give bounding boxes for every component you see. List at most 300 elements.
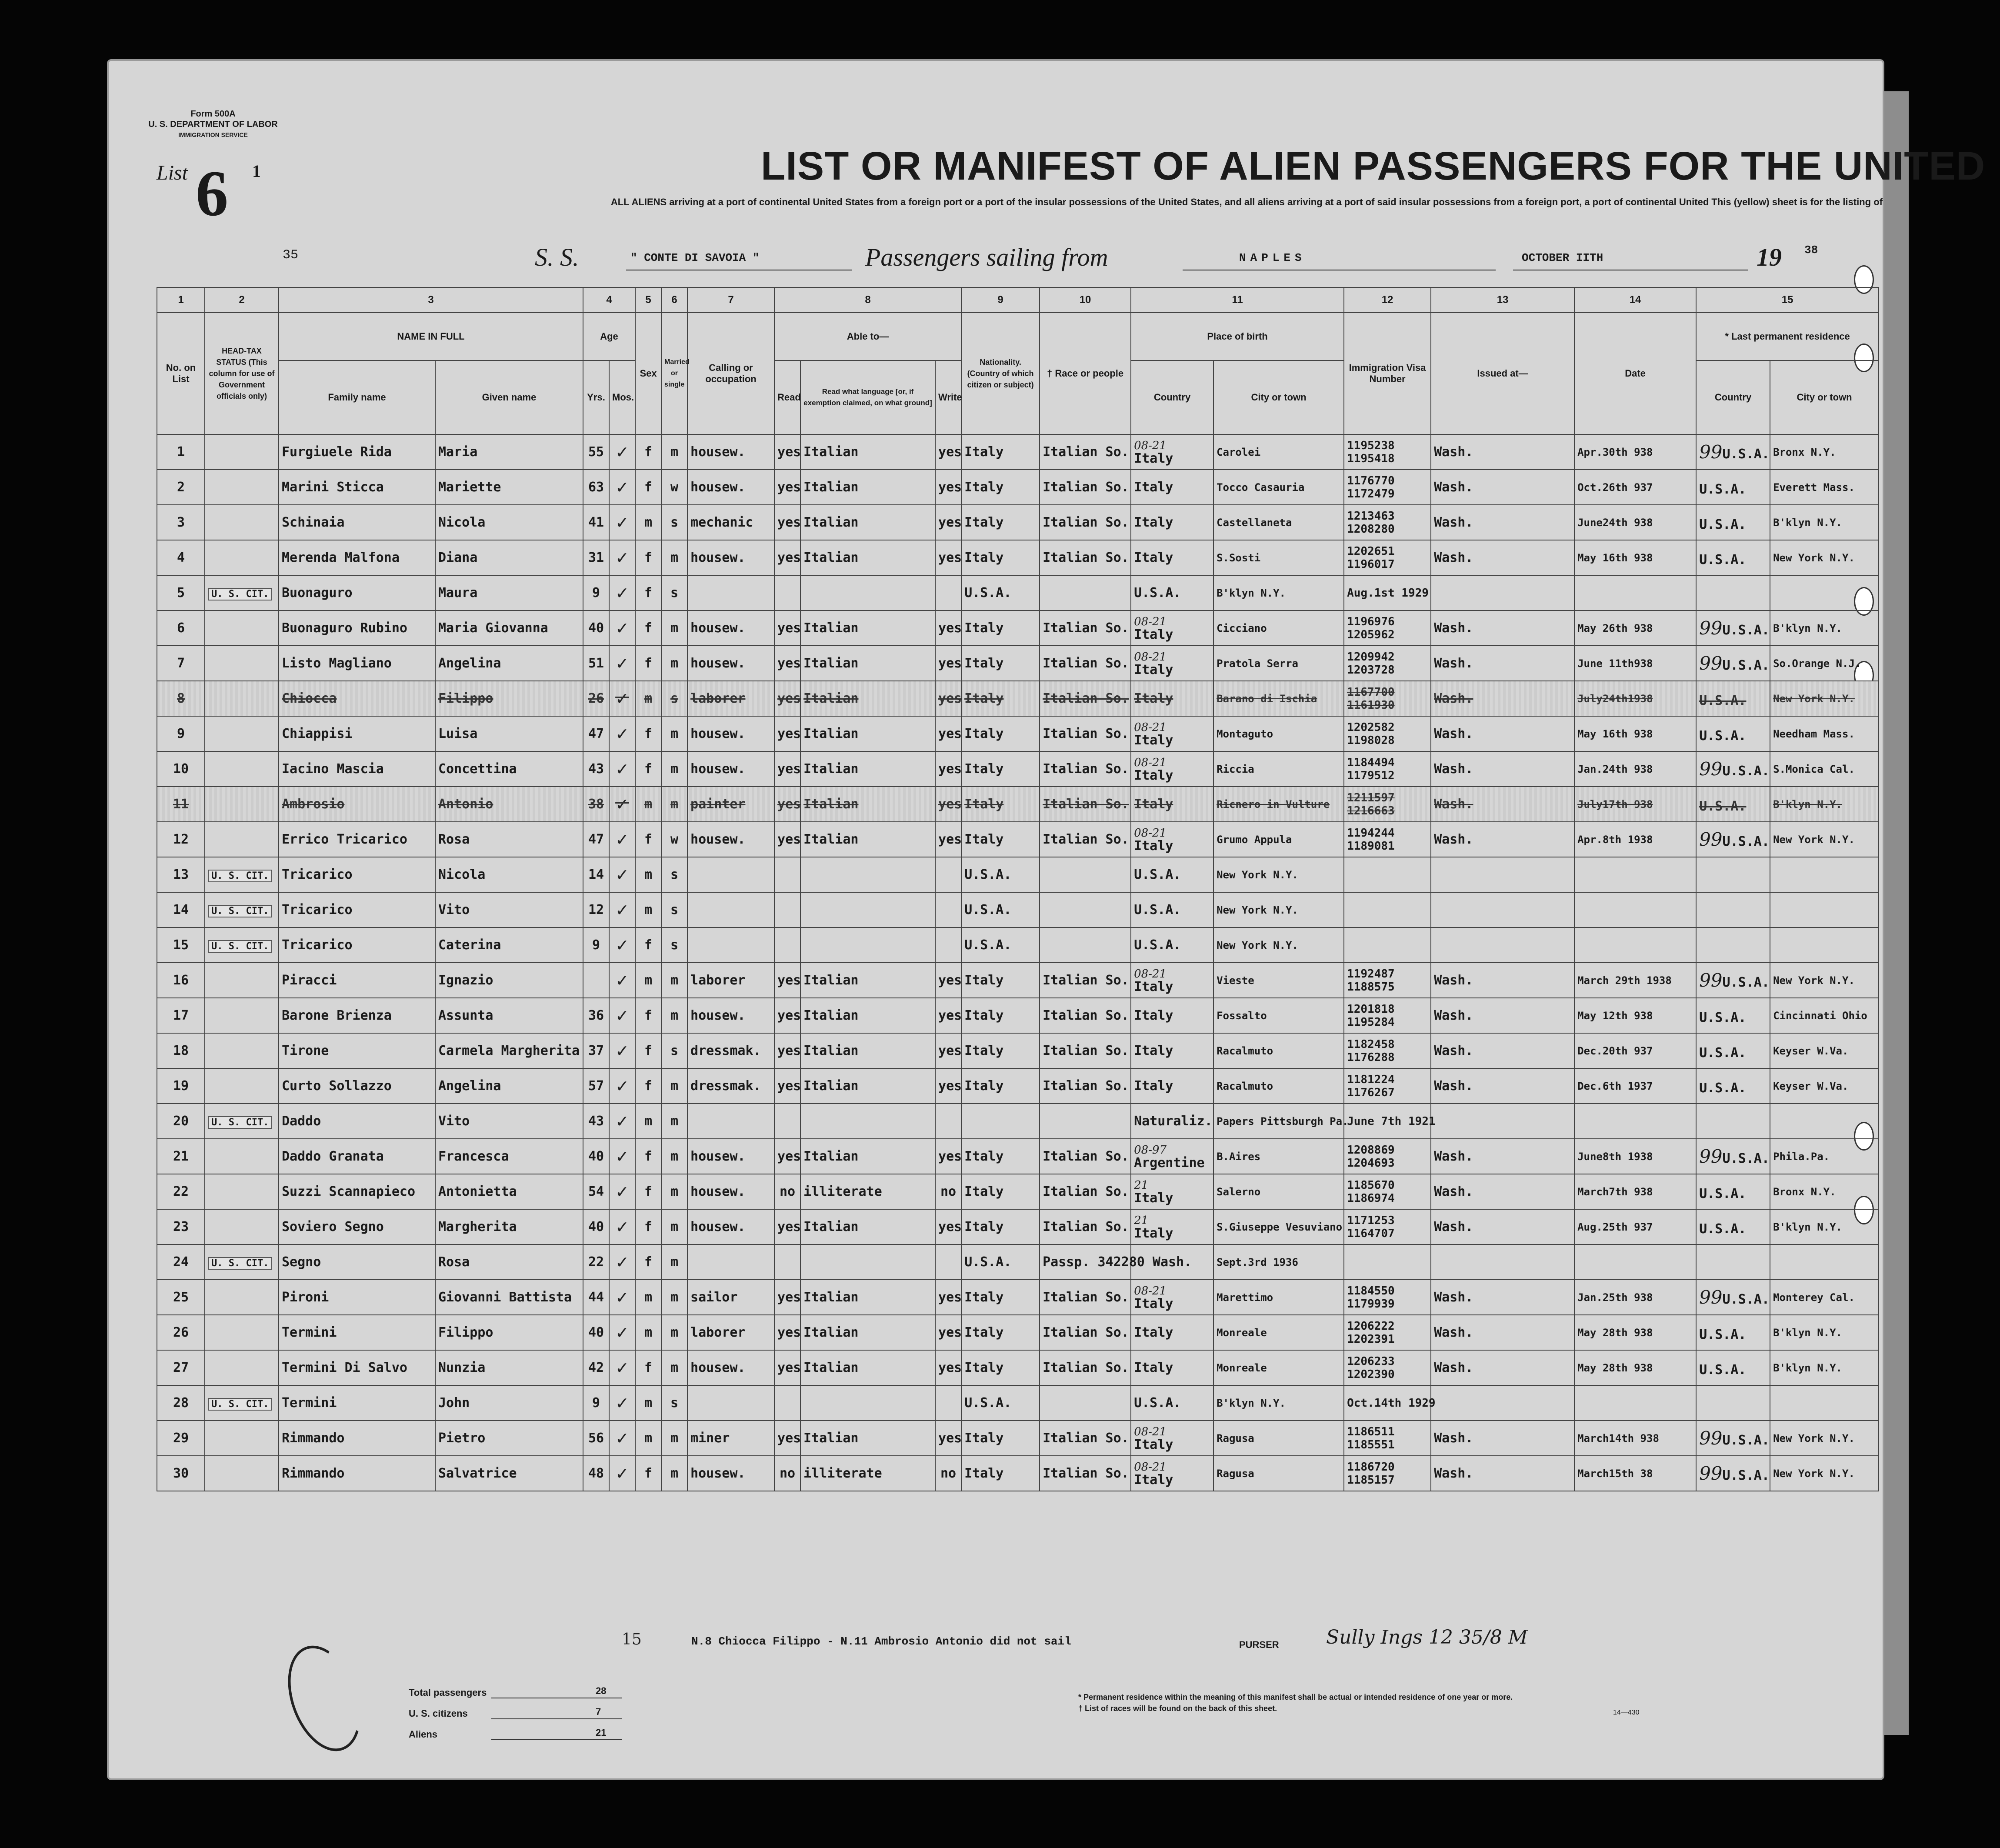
cell-ms: m xyxy=(661,998,687,1033)
cell-ms: m xyxy=(661,1104,687,1139)
visa-number: 1184494 xyxy=(1347,756,1395,769)
cell-bcity: New York N.Y. xyxy=(1213,927,1344,963)
cell-mos xyxy=(609,787,635,822)
cell-visa xyxy=(1344,1174,1431,1209)
cell-issued: Wash. xyxy=(1431,434,1574,470)
cell-bcity: Ragusa xyxy=(1213,1456,1344,1491)
cell-visa xyxy=(1344,470,1431,505)
cell-bcity: Racalmuto xyxy=(1213,1068,1344,1104)
cell-lang: Italian xyxy=(800,540,935,575)
cell-issued: Wash. xyxy=(1431,1033,1574,1068)
cell-read xyxy=(774,1244,800,1280)
check-mark-icon: ✓ xyxy=(615,1252,629,1272)
cell-no: 10 xyxy=(157,751,205,787)
cell-issued: Wash. xyxy=(1431,963,1574,998)
cell-vdate: June 11th938 xyxy=(1574,646,1696,681)
cell-mos xyxy=(609,998,635,1033)
cell-bcountry xyxy=(1131,681,1213,716)
check-mark-icon: ✓ xyxy=(615,1217,629,1237)
birth-country: Italy xyxy=(1134,1324,1173,1340)
cell-vdate xyxy=(1574,927,1696,963)
sheet-edge xyxy=(1883,91,1909,1735)
visa-number: 1208869 xyxy=(1347,1143,1395,1157)
cell-ms: s xyxy=(661,857,687,892)
cell-vdate xyxy=(1574,1385,1696,1421)
cell-vdate: Dec.20th 937 xyxy=(1574,1033,1696,1068)
cell-age: 47 xyxy=(583,716,609,751)
residence-country: U.S.A. xyxy=(1699,693,1747,708)
visa-number: Aug.1st 1929 xyxy=(1347,586,1429,600)
handwritten-code: 99 xyxy=(1699,617,1723,639)
cell-tax xyxy=(205,1421,279,1456)
check-mark-icon: ✓ xyxy=(615,1288,629,1307)
cell-occ: housew. xyxy=(687,646,774,681)
birth-country: Italy xyxy=(1134,1225,1173,1241)
cell-read: yes xyxy=(774,1033,800,1068)
cell-tax xyxy=(205,998,279,1033)
did-not-sail-note: N.8 Chiocca Filippo - N.11 Ambrosio Antonio did not sail xyxy=(691,1635,1071,1648)
cell-rcity: Bronx N.Y. xyxy=(1770,434,1879,470)
cell-nat: Italy xyxy=(961,1209,1040,1244)
cell-sex: f xyxy=(635,646,661,681)
cell-no: 6 xyxy=(157,610,205,646)
cell-age: 43 xyxy=(583,1104,609,1139)
birth-country: U.S.A. xyxy=(1134,902,1181,917)
passenger-row xyxy=(157,1104,1879,1139)
cell-issued: Wash. xyxy=(1431,1350,1574,1385)
header-age: Age xyxy=(583,313,635,360)
cell-nat: Italy xyxy=(961,1421,1040,1456)
cell-age: 14 xyxy=(583,857,609,892)
cell-given: Pietro xyxy=(435,1421,583,1456)
cell-occ: housew. xyxy=(687,1456,774,1491)
cell-family: Chiappisi xyxy=(279,716,435,751)
aliens-value: 21 xyxy=(596,1727,607,1738)
cell-family: Marini Sticca xyxy=(279,470,435,505)
cell-read: yes xyxy=(774,434,800,470)
cell-bcity: Marettimo xyxy=(1213,1280,1344,1315)
handwritten-annotation: 21 xyxy=(1134,1214,1149,1227)
cell-bcity: Riccia xyxy=(1213,751,1344,787)
cell-visa xyxy=(1344,751,1431,787)
cell-write: no xyxy=(935,1456,961,1491)
birth-country: Italy xyxy=(1134,479,1173,495)
visa-number-secondary: 1195284 xyxy=(1347,1015,1395,1029)
cell-visa xyxy=(1344,1315,1431,1350)
cell-mos xyxy=(609,1104,635,1139)
cell-no: 8 xyxy=(157,681,205,716)
header-birth-city: City or town xyxy=(1213,360,1344,434)
residence-country: U.S.A. xyxy=(1722,658,1770,673)
cell-mos xyxy=(609,716,635,751)
cell-rcity xyxy=(1770,927,1879,963)
cell-bcity: Tocco Casauria xyxy=(1213,470,1344,505)
us-citizen-stamp: U. S. CIT. xyxy=(208,870,272,882)
residence-country: U.S.A. xyxy=(1722,975,1770,990)
handwritten-circle-mark xyxy=(274,1636,374,1761)
cell-sex: f xyxy=(635,1350,661,1385)
cell-given: Rosa xyxy=(435,1244,583,1280)
cell-read: yes xyxy=(774,646,800,681)
cell-rcountry xyxy=(1696,963,1770,998)
visa-number-secondary: 1195418 xyxy=(1347,452,1395,465)
cell-bcountry xyxy=(1131,470,1213,505)
cell-given: Mariette xyxy=(435,470,583,505)
cell-race xyxy=(1040,575,1131,610)
cell-given: Rosa xyxy=(435,822,583,857)
handwritten-annotation: 08-21 xyxy=(1134,1460,1167,1474)
cell-nat: Italy xyxy=(961,1139,1040,1174)
cell-issued xyxy=(1431,1104,1574,1139)
cell-ms: m xyxy=(661,716,687,751)
cell-mos xyxy=(609,1139,635,1174)
cell-ms: m xyxy=(661,1456,687,1491)
total-passengers-value: 28 xyxy=(596,1685,607,1696)
corner-mark: 35 xyxy=(283,248,299,263)
handwritten-annotation: 08-21 xyxy=(1134,1284,1167,1298)
cell-vdate: Dec.6th 1937 xyxy=(1574,1068,1696,1104)
cell-lang: Italian xyxy=(800,1350,935,1385)
manifest-table xyxy=(157,287,1879,1491)
cell-rcity: B'klyn N.Y. xyxy=(1770,610,1879,646)
cell-race: Italian So. xyxy=(1040,646,1131,681)
cell-rcountry xyxy=(1696,998,1770,1033)
cell-nat: Italy xyxy=(961,751,1040,787)
cell-sex: m xyxy=(635,787,661,822)
check-mark-icon: ✓ xyxy=(615,654,629,673)
cell-race: Italian So. xyxy=(1040,787,1131,822)
cell-read: yes xyxy=(774,822,800,857)
cell-mos xyxy=(609,540,635,575)
cell-age: 9 xyxy=(583,1385,609,1421)
cell-nat: Italy xyxy=(961,1456,1040,1491)
cell-no: 4 xyxy=(157,540,205,575)
cell-given: Francesca xyxy=(435,1139,583,1174)
passenger-row xyxy=(157,716,1879,751)
residence-country: U.S.A. xyxy=(1722,447,1770,462)
cell-tax xyxy=(205,1350,279,1385)
cell-bcountry xyxy=(1131,1209,1213,1244)
cell-occ: sailor xyxy=(687,1280,774,1315)
handwritten-annotation: 08-21 xyxy=(1134,756,1167,769)
cell-bcountry xyxy=(1131,1033,1213,1068)
passenger-row xyxy=(157,751,1879,787)
cell-read: yes xyxy=(774,1315,800,1350)
cell-read xyxy=(774,857,800,892)
cell-lang xyxy=(800,892,935,927)
cell-vdate: May 12th 938 xyxy=(1574,998,1696,1033)
cell-race xyxy=(1040,892,1131,927)
cell-family: Chiocca xyxy=(279,681,435,716)
ss-label: S. S. xyxy=(535,243,579,271)
cell-issued: Wash. xyxy=(1431,681,1574,716)
cell-given: Ignazio xyxy=(435,963,583,998)
cell-lang: Italian xyxy=(800,1421,935,1456)
cell-ms: m xyxy=(661,646,687,681)
cell-ms: m xyxy=(661,751,687,787)
cell-family: Furgiuele Rida xyxy=(279,434,435,470)
cell-issued xyxy=(1431,857,1574,892)
passenger-row xyxy=(157,892,1879,927)
handwritten-annotation: 08-21 xyxy=(1134,967,1167,981)
cell-bcountry xyxy=(1131,1385,1213,1421)
cell-write: no xyxy=(935,1174,961,1209)
birth-country: Italy xyxy=(1134,838,1173,854)
cell-no: 29 xyxy=(157,1421,205,1456)
cell-nat: Italy xyxy=(961,1068,1040,1104)
check-mark-icon: ✓ xyxy=(615,724,629,744)
cell-bcity: B'klyn N.Y. xyxy=(1213,1385,1344,1421)
cell-vdate: Jan.25th 938 xyxy=(1574,1280,1696,1315)
cell-rcountry xyxy=(1696,1174,1770,1209)
header-write: Write xyxy=(935,360,961,434)
cell-race: Italian So. xyxy=(1040,1421,1131,1456)
us-citizen-stamp: U. S. CIT. xyxy=(208,1257,272,1270)
cell-ms: w xyxy=(661,470,687,505)
cell-rcountry xyxy=(1696,927,1770,963)
cell-vdate: March 29th 1938 xyxy=(1574,963,1696,998)
cell-write xyxy=(935,575,961,610)
cell-nat: Italy xyxy=(961,1033,1040,1068)
check-mark-icon: ✓ xyxy=(615,513,629,532)
cell-sex: f xyxy=(635,716,661,751)
us-citizen-stamp: U. S. CIT. xyxy=(208,1116,272,1129)
residence-country: U.S.A. xyxy=(1699,799,1747,814)
cell-race: Italian So. xyxy=(1040,681,1131,716)
cell-bcountry xyxy=(1131,1104,1213,1139)
cell-age: 26 xyxy=(583,681,609,716)
cell-nat: U.S.A. xyxy=(961,575,1040,610)
cell-read: yes xyxy=(774,751,800,787)
cell-read xyxy=(774,575,800,610)
cell-lang: Italian xyxy=(800,434,935,470)
handwritten-annotation: 21 xyxy=(1134,1178,1149,1192)
cell-bcity: Pratola Serra xyxy=(1213,646,1344,681)
check-mark-icon: ✓ xyxy=(615,1147,629,1166)
cell-rcity: So.Orange N.J. xyxy=(1770,646,1879,681)
passenger-row xyxy=(157,822,1879,857)
cell-age: 44 xyxy=(583,1280,609,1315)
passenger-row xyxy=(157,1139,1879,1174)
cell-mos xyxy=(609,927,635,963)
check-mark-icon: ✓ xyxy=(615,1358,629,1378)
cell-write xyxy=(935,1385,961,1421)
cell-mos xyxy=(609,434,635,470)
visa-number-secondary: 1185157 xyxy=(1347,1473,1395,1487)
cell-read xyxy=(774,1104,800,1139)
cell-bcity: New York N.Y. xyxy=(1213,857,1344,892)
cell-write: yes xyxy=(935,751,961,787)
cell-age: 47 xyxy=(583,822,609,857)
cell-bcountry xyxy=(1131,892,1213,927)
cell-issued xyxy=(1431,575,1574,610)
col-number: 10 xyxy=(1040,287,1131,313)
cell-family: Schinaia xyxy=(279,505,435,540)
cell-age: 48 xyxy=(583,1456,609,1491)
header-issued-at: Issued at— xyxy=(1431,313,1574,434)
cell-no: 7 xyxy=(157,646,205,681)
cell-occ: housew. xyxy=(687,751,774,787)
visa-number-secondary: 1176267 xyxy=(1347,1086,1395,1099)
cell-bcity: Ragusa xyxy=(1213,1421,1344,1456)
visa-number: 1171253 xyxy=(1347,1214,1395,1227)
header-yrs: Yrs. xyxy=(583,360,609,434)
form-number: Form 500A xyxy=(190,109,236,119)
manifest-sheet xyxy=(109,61,1986,1778)
cell-race: Italian So. xyxy=(1040,1350,1131,1385)
passenger-row xyxy=(157,1068,1879,1104)
cell-bcity: S.Sosti xyxy=(1213,540,1344,575)
residence-country: U.S.A. xyxy=(1699,1362,1747,1378)
cell-visa xyxy=(1344,1244,1431,1280)
cell-lang: illiterate xyxy=(800,1174,935,1209)
birth-country: Italy xyxy=(1134,1190,1173,1206)
cell-mos xyxy=(609,751,635,787)
cell-age xyxy=(583,963,609,998)
col-number: 9 xyxy=(961,287,1040,313)
race-list-note: † List of races will be found on the back of this sheet. xyxy=(1078,1704,1277,1713)
cell-family: Listo Magliano xyxy=(279,646,435,681)
cell-vdate: May 16th 938 xyxy=(1574,716,1696,751)
handwritten-code: 99 xyxy=(1699,970,1723,991)
col-number: 1 xyxy=(157,287,205,313)
cell-race: Italian So. xyxy=(1040,1209,1131,1244)
visa-number: 1181224 xyxy=(1347,1073,1395,1086)
cell-visa xyxy=(1344,963,1431,998)
passenger-row xyxy=(157,540,1879,575)
visa-number: 1185670 xyxy=(1347,1178,1395,1192)
cell-bcountry xyxy=(1131,822,1213,857)
cell-rcountry xyxy=(1696,540,1770,575)
visa-number: 1195238 xyxy=(1347,439,1395,452)
list-number: 6 xyxy=(196,157,228,230)
cell-read: yes xyxy=(774,1350,800,1385)
cell-issued: Wash. xyxy=(1431,1174,1574,1209)
cell-rcountry xyxy=(1696,681,1770,716)
cell-bcity: Racalmuto xyxy=(1213,1033,1344,1068)
header-family-name: Family name xyxy=(279,360,435,434)
col-number: 11 xyxy=(1131,287,1344,313)
cell-bcountry xyxy=(1131,1174,1213,1209)
cell-write: yes xyxy=(935,1350,961,1385)
cell-bcity: Cicciano xyxy=(1213,610,1344,646)
cell-mos xyxy=(609,1033,635,1068)
cell-rcountry xyxy=(1696,892,1770,927)
cell-issued: Wash. xyxy=(1431,751,1574,787)
cell-lang xyxy=(800,1104,935,1139)
cell-lang: Italian xyxy=(800,787,935,822)
cell-given: Antonio xyxy=(435,787,583,822)
cell-lang: Italian xyxy=(800,716,935,751)
header-date: Date xyxy=(1574,313,1696,434)
cell-issued xyxy=(1431,1385,1574,1421)
cell-rcity: Needham Mass. xyxy=(1770,716,1879,751)
residence-country: U.S.A. xyxy=(1699,1045,1747,1061)
cell-ms: w xyxy=(661,822,687,857)
cell-vdate: June24th 938 xyxy=(1574,505,1696,540)
cell-tax xyxy=(205,1068,279,1104)
cell-sex: f xyxy=(635,1033,661,1068)
cell-race: Italian So. xyxy=(1040,716,1131,751)
cell-nat: Italy xyxy=(961,998,1040,1033)
cell-no: 1 xyxy=(157,434,205,470)
check-mark-icon: ✓ xyxy=(615,618,629,638)
cell-rcountry xyxy=(1696,1350,1770,1385)
cell-family: Barone Brienza xyxy=(279,998,435,1033)
page-subtitle: ALL ALIENS arriving at a port of continental United States from a foreign port or a port of the insular possessions of the United States, and all aliens arriving at a port of said insular possessions from a foreign port, a port of continental United This (yellow) sheet is for the listing of xyxy=(610,197,1883,207)
form-header xyxy=(143,109,283,140)
cell-bcountry xyxy=(1131,1350,1213,1385)
cell-sex: f xyxy=(635,540,661,575)
cell-given: Filippo xyxy=(435,1315,583,1350)
cell-read: yes xyxy=(774,1068,800,1104)
cell-lang: Italian xyxy=(800,505,935,540)
cell-bcountry xyxy=(1131,1456,1213,1491)
visa-number: 1211597 xyxy=(1347,791,1395,804)
header-head-tax: HEAD-TAX STATUS (This column for use of Government officials only) xyxy=(205,313,279,434)
residence-country: U.S.A. xyxy=(1699,1010,1747,1025)
cell-given: Nunzia xyxy=(435,1350,583,1385)
cell-bcountry xyxy=(1131,751,1213,787)
cell-family: Daddo xyxy=(279,1104,435,1139)
cell-sex: m xyxy=(635,892,661,927)
check-mark-icon: ✓ xyxy=(615,830,629,849)
cell-rcountry xyxy=(1696,1421,1770,1456)
cell-rcity: B'klyn N.Y. xyxy=(1770,1315,1879,1350)
check-mark-icon: ✓ xyxy=(615,1041,629,1061)
header-visa: Immigration Visa Number xyxy=(1344,313,1431,434)
cell-rcity: Keyser W.Va. xyxy=(1770,1033,1879,1068)
cell-issued: Wash. xyxy=(1431,1209,1574,1244)
cell-tax xyxy=(205,1174,279,1209)
visa-number-secondary: 1186974 xyxy=(1347,1191,1395,1205)
cell-age: 51 xyxy=(583,646,609,681)
totals-row xyxy=(409,1708,635,1729)
cell-issued: Wash. xyxy=(1431,1139,1574,1174)
cell-lang xyxy=(800,1385,935,1421)
cell-read: yes xyxy=(774,470,800,505)
residence-country: U.S.A. xyxy=(1699,482,1747,497)
cell-nat: U.S.A. xyxy=(961,1244,1040,1280)
cell-sex: m xyxy=(635,1280,661,1315)
cell-family: Buonaguro xyxy=(279,575,435,610)
cell-bcity: B'klyn N.Y. xyxy=(1213,575,1344,610)
passenger-row xyxy=(157,1421,1879,1456)
cell-bcountry xyxy=(1131,998,1213,1033)
ship-name: " CONTE DI SAVOIA " xyxy=(630,251,760,264)
handwritten-code: 99 xyxy=(1699,1287,1723,1308)
cell-occ: housew. xyxy=(687,1350,774,1385)
cell-no: 3 xyxy=(157,505,205,540)
cell-ms: s xyxy=(661,927,687,963)
cell-rcountry xyxy=(1696,575,1770,610)
totals-row xyxy=(409,1687,635,1708)
cell-bcountry xyxy=(1131,1139,1213,1174)
birth-country: Italy xyxy=(1134,1437,1173,1452)
cell-lang: Italian xyxy=(800,1033,935,1068)
cell-read xyxy=(774,1385,800,1421)
cell-rcountry xyxy=(1696,1315,1770,1350)
birth-country: Italy xyxy=(1134,979,1173,994)
check-mark-icon: ✓ xyxy=(615,548,629,567)
cell-family: Segno xyxy=(279,1244,435,1280)
cell-sex: m xyxy=(635,681,661,716)
cell-read xyxy=(774,927,800,963)
check-mark-icon: ✓ xyxy=(615,794,629,814)
cell-lang: Italian xyxy=(800,470,935,505)
cell-visa xyxy=(1344,1280,1431,1315)
cell-issued: Wash. xyxy=(1431,998,1574,1033)
